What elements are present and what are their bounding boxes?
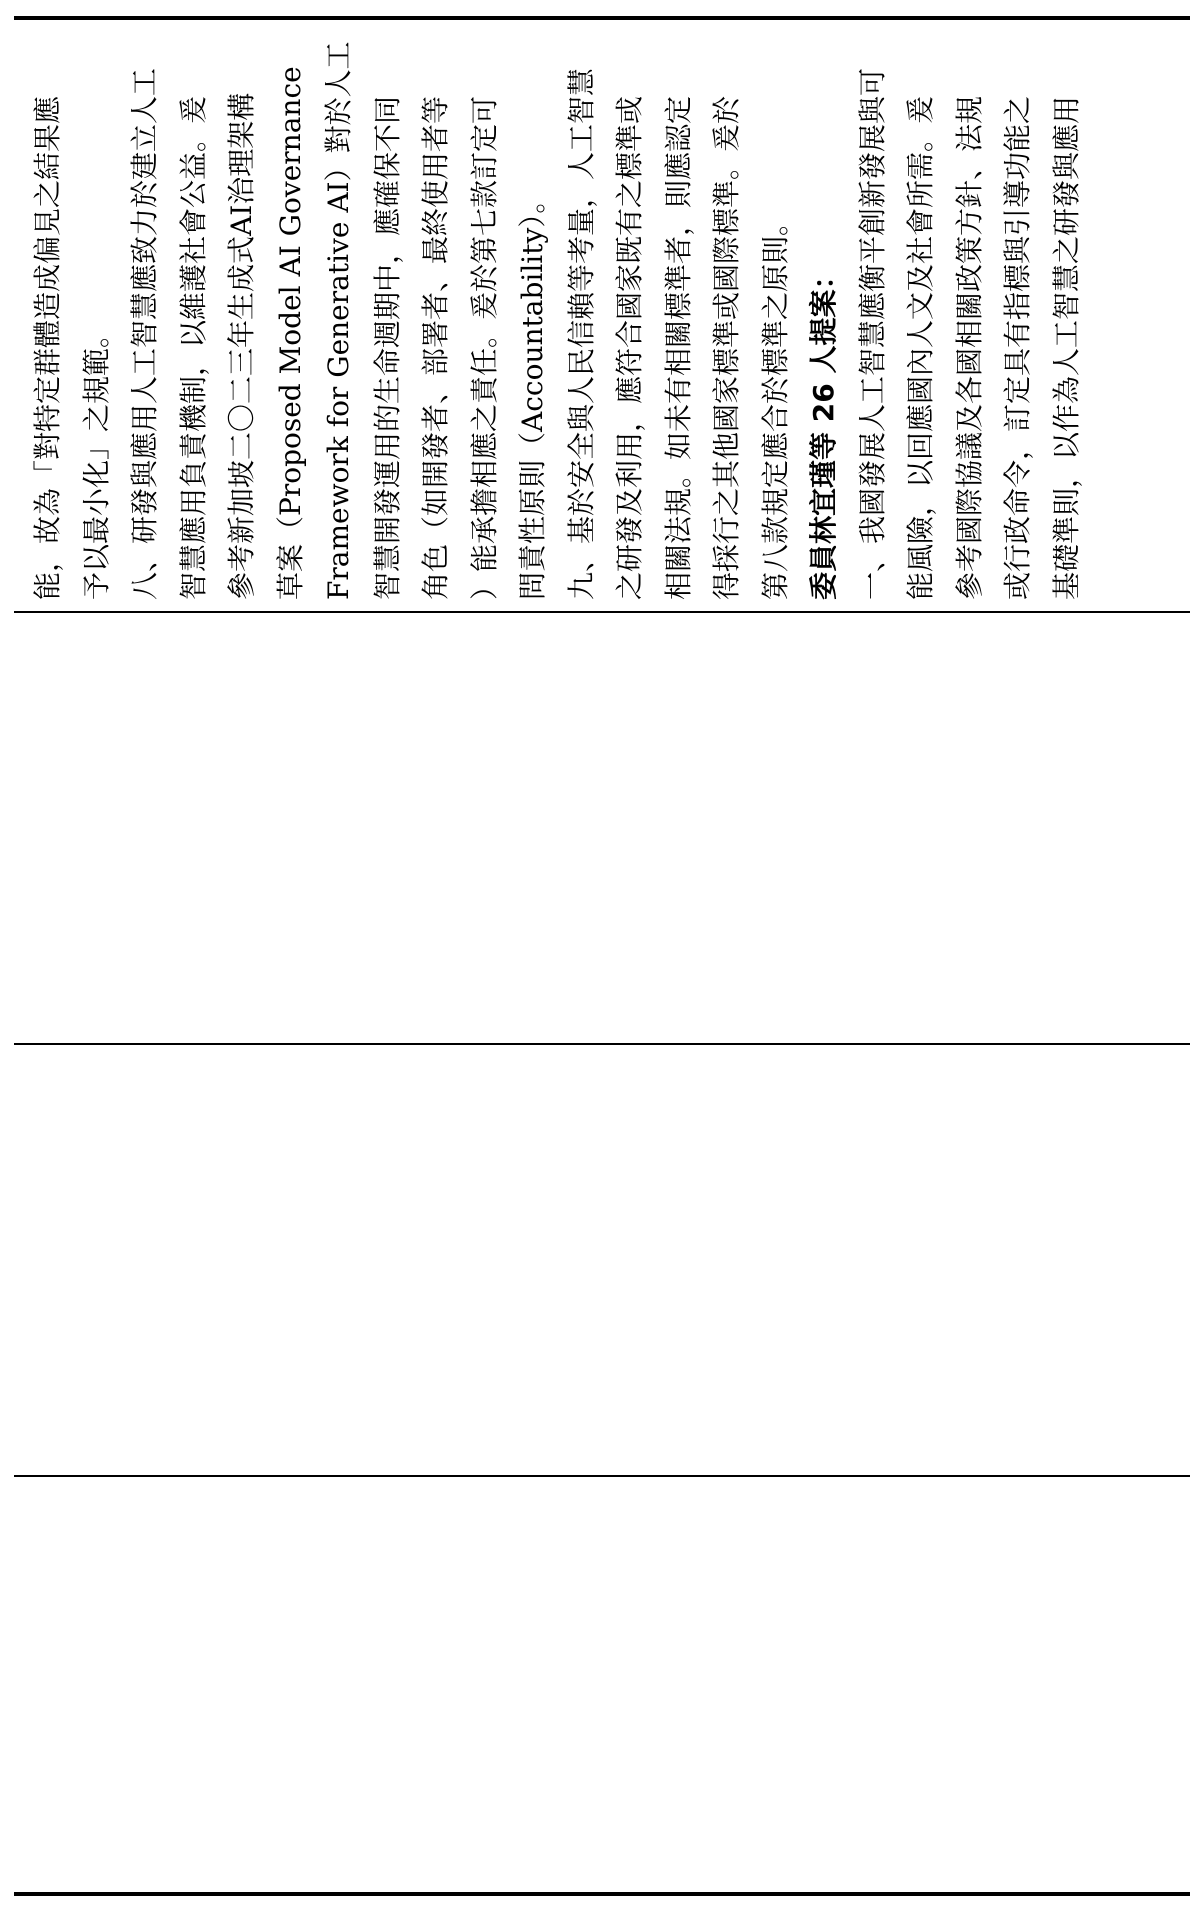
text-line: 一、我國發展人工智慧應衡平創新發展與可: [855, 67, 889, 600]
text-line: 或行政命令，訂定具有指標與引導功能之: [1001, 95, 1034, 600]
section-divider: [14, 1043, 1190, 1045]
text-line: 第八款規定應合於標準之原則。: [758, 207, 792, 600]
text-line: 參考新加坡二〇二三年生成式AI治理架構: [225, 92, 258, 600]
text-line: 基礎準則，以作為人工智慧之研發與應用: [1049, 95, 1083, 600]
text-line: 能風險，以回應國內人文及社會所需。爰: [904, 95, 937, 600]
text-line: 問責性原則（Accountability）。: [516, 185, 549, 600]
proposal-heading: 委員林宜瑾等 26 人提案：: [807, 261, 840, 600]
text-line: 予以最小化」之規範。: [79, 319, 113, 600]
bottom-rule: [14, 1892, 1190, 1896]
text-line: 草案（Proposed Model AI Governance: [273, 66, 307, 600]
text-line: 八、研發與應用人工智慧應致力於建立人工: [128, 67, 161, 600]
text-line: 相關法規。如未有相關標準者，則應認定: [661, 95, 695, 600]
rotated-text-content: [14, 30, 1190, 600]
text-line: 能，故為「對特定群體造成偏見之結果應: [31, 95, 64, 600]
top-rule: [14, 16, 1190, 20]
section-divider: [14, 611, 1190, 613]
text-line: 九、基於安全與人民信賴等考量，人工智慧: [564, 67, 598, 600]
text-line: 得採行之其他國家標準或國際標準。爰於: [710, 95, 743, 600]
text-line: 智慧開發運用的生命週期中，應確保不同: [370, 95, 404, 600]
text-line: 之研發及利用，應符合國家既有之標準或: [613, 95, 646, 600]
text-line: 智慧應用負責機制，以維護社會公益。爰: [176, 95, 210, 600]
rotated-text-block: [14, 30, 1190, 600]
text-line: 參考國際協議及各國相關政策方針、法規: [952, 95, 986, 600]
text-line: 角色（如開發者、部署者、最終使用者等: [419, 95, 452, 600]
text-line: Framework for Generative AI）對於人工: [322, 41, 355, 600]
section-divider: [14, 1475, 1190, 1477]
text-line: ）能承擔相應之責任。爰於第七款訂定可: [467, 95, 501, 600]
